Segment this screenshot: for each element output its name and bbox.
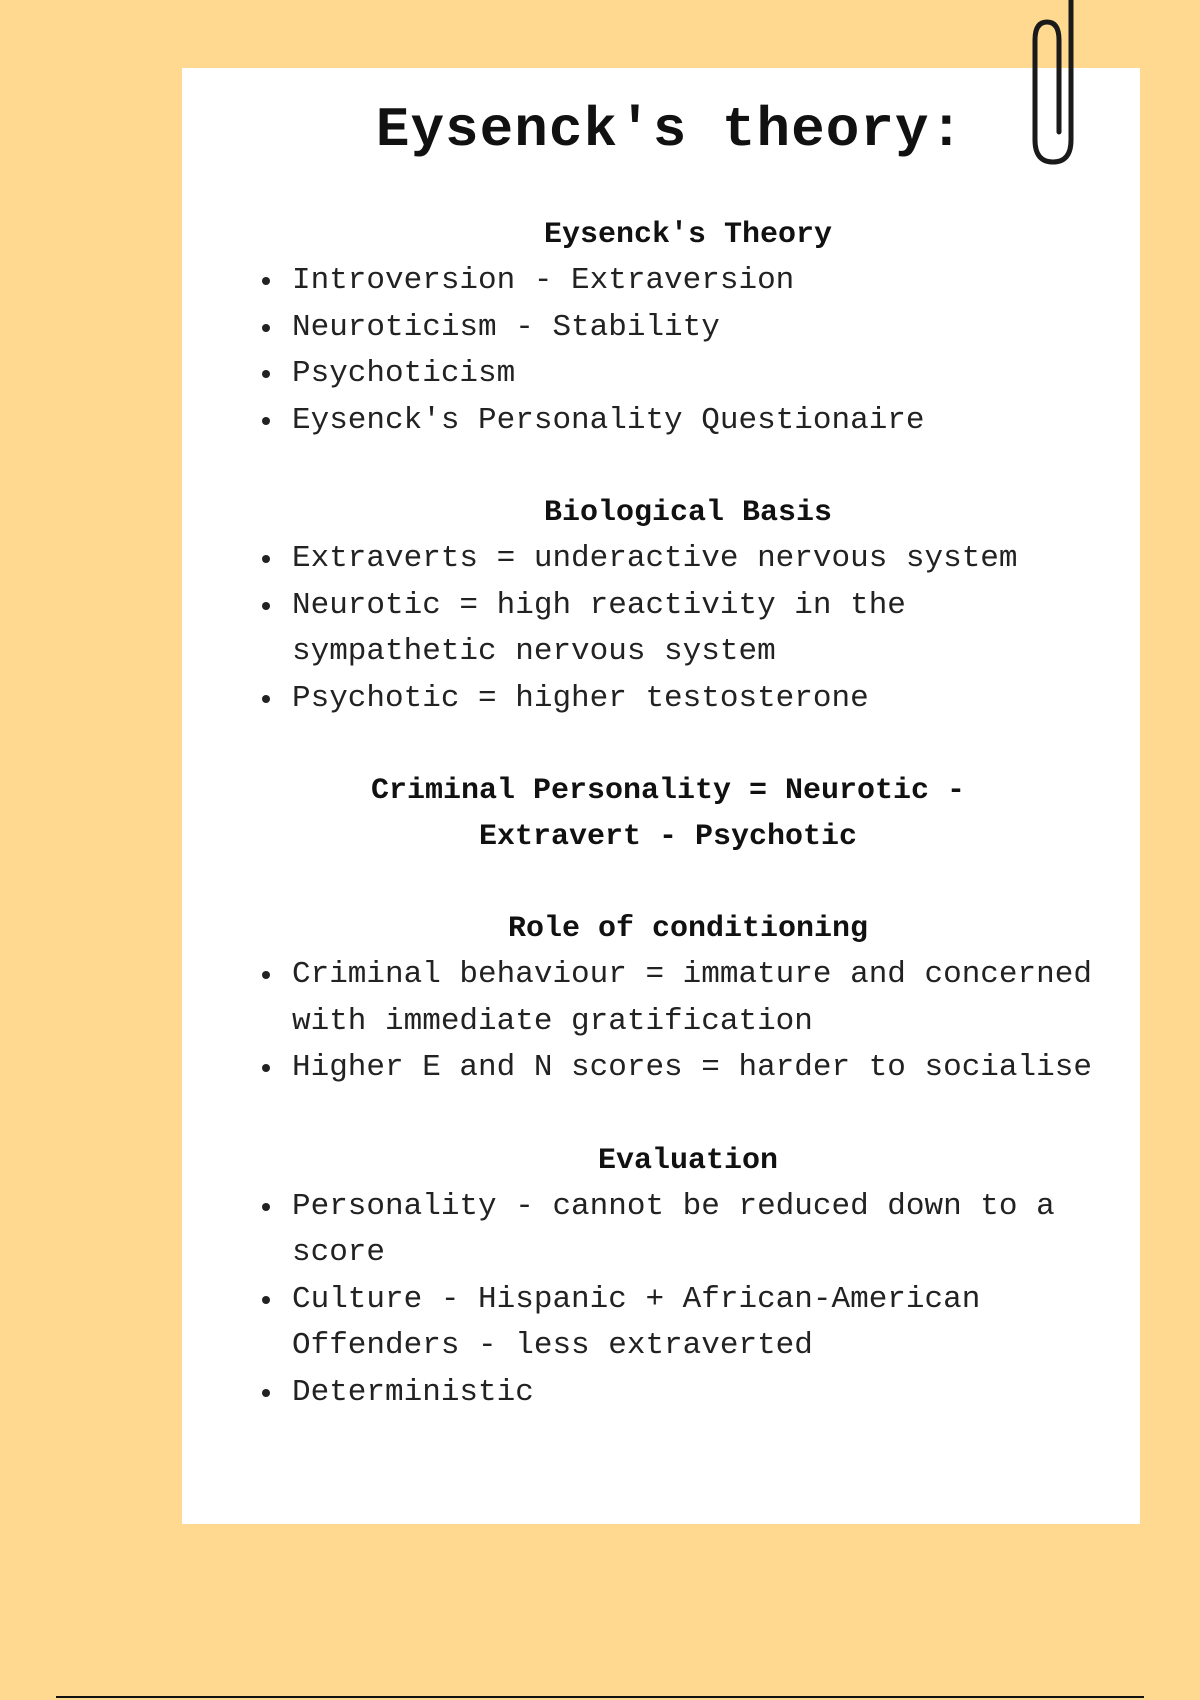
section-biological-basis	[258, 490, 1118, 722]
list-item: Neuroticism - Stability	[258, 305, 1118, 352]
notes-content	[258, 212, 1118, 1416]
section-heading: Criminal Personality = Neurotic - Extravert - Psychotic	[370, 774, 966, 854]
section-eysencks-theory	[258, 212, 1118, 444]
bullet-list	[258, 952, 1118, 1092]
section-heading: Role of conditioning	[507, 912, 869, 946]
section-heading: Evaluation	[597, 1143, 779, 1178]
section-heading: Biological Basis	[543, 496, 833, 530]
section-role-of-conditioning	[258, 906, 1118, 1092]
bullet-list	[258, 258, 1118, 444]
list-item: Extraverts = underactive nervous system	[258, 536, 1118, 583]
list-item: Personality - cannot be reduced down to a score	[258, 1184, 1118, 1277]
list-item: Psychotic = higher testosterone	[258, 676, 1118, 723]
section-heading: Eysenck's Theory	[543, 218, 833, 252]
list-item: Criminal behaviour = immature and concerned with immediate gratification	[258, 952, 1118, 1045]
list-item: Introversion - Extraversion	[258, 258, 1118, 305]
bullet-list	[258, 536, 1118, 722]
divider-line	[56, 1696, 1144, 1698]
list-item: Eysenck's Personality Questionaire	[258, 398, 1118, 445]
section-evaluation	[258, 1138, 1118, 1417]
page-title: Eysenck's theory:	[375, 98, 965, 162]
list-item: Deterministic	[258, 1370, 1118, 1417]
list-item: Culture - Hispanic + African-American Offenders - less extraverted	[258, 1277, 1118, 1370]
paperclip-icon	[1025, 0, 1081, 168]
section-criminal-personality	[258, 768, 1118, 860]
list-item: Neurotic = high reactivity in the sympathetic nervous system	[258, 583, 1118, 676]
list-item: Higher E and N scores = harder to socialise	[258, 1045, 1118, 1092]
list-item: Psychoticism	[258, 351, 1118, 398]
bullet-list	[258, 1184, 1118, 1417]
